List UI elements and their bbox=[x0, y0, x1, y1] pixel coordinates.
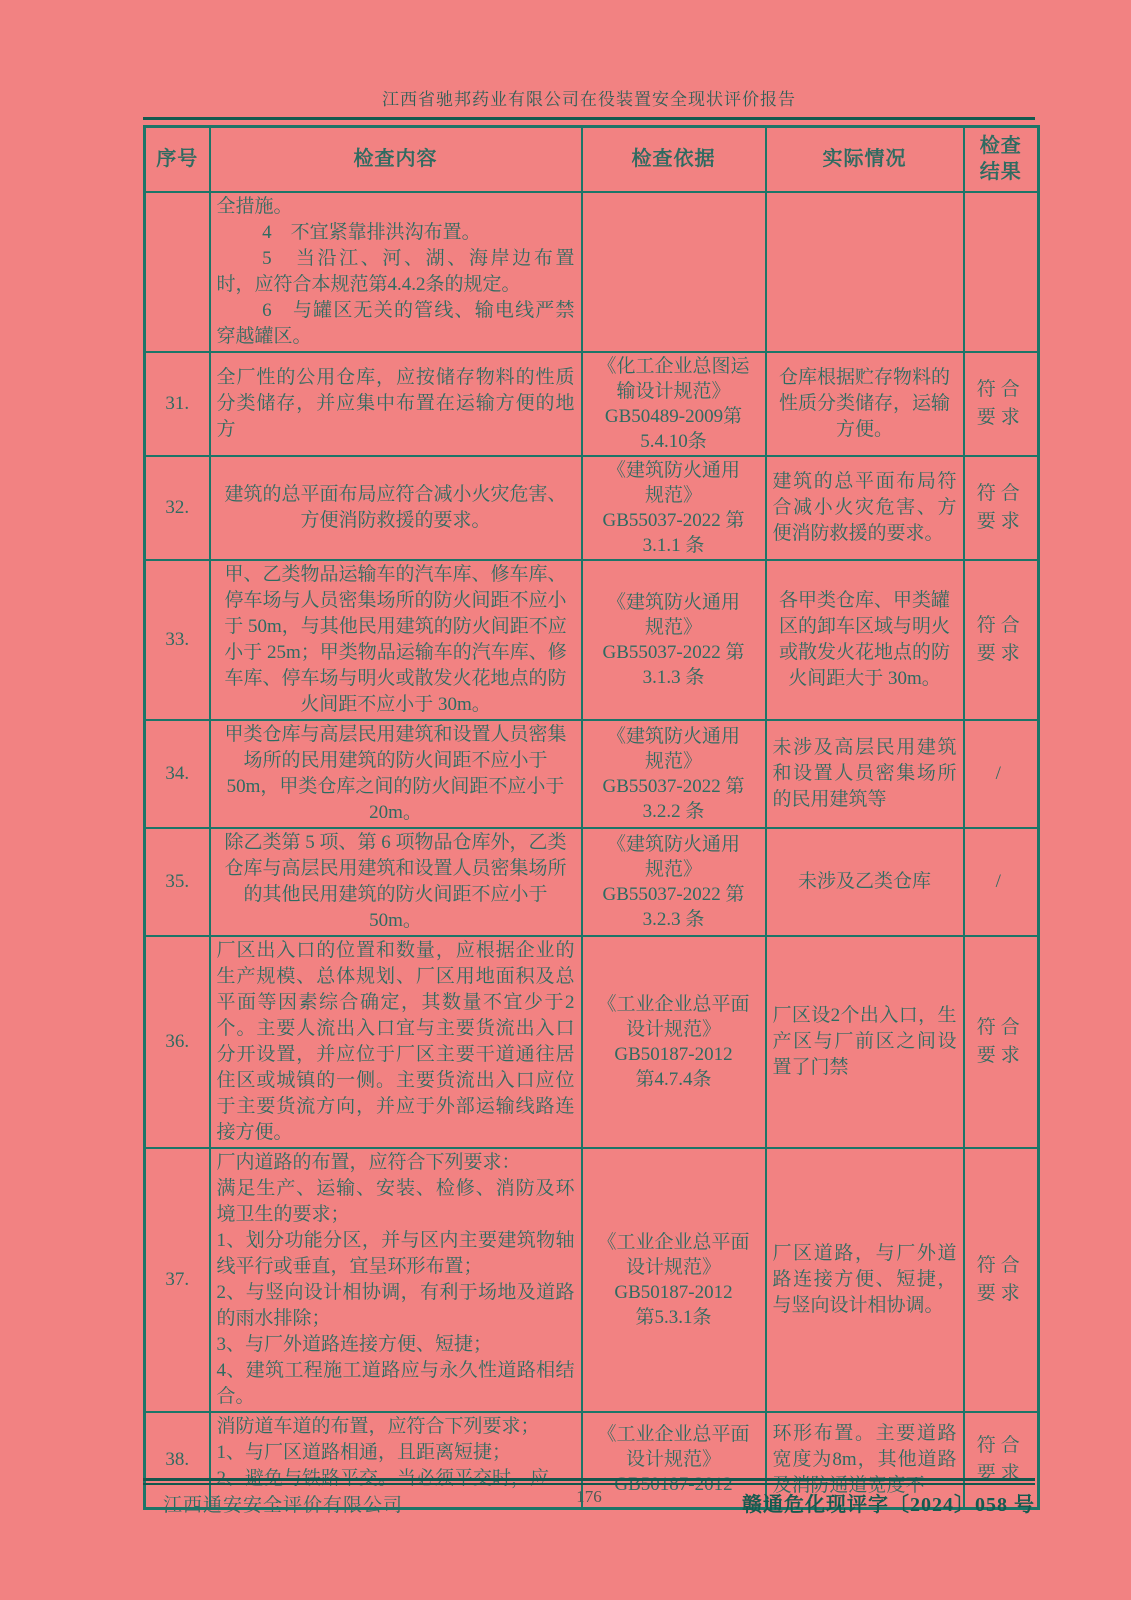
content-paragraph: 除乙类第 5 项、第 6 项物品仓库外，乙类仓库与高层民用建筑和设置人员密集场所的其他民用建筑的防火间距不应小于 50m。 bbox=[224, 831, 567, 931]
basis-line: 《建筑防火通用 bbox=[606, 459, 740, 481]
content-paragraph: 满足生产、运输、安装、检修、消防及环境卫生的要求； bbox=[216, 1177, 575, 1225]
basis-line: 设计规范》 bbox=[625, 1256, 721, 1278]
table-row-33 bbox=[145, 560, 1039, 720]
actual-cell: 环形布置。主要道路宽度为8m，其他道路及消防通道宽度不 bbox=[766, 1412, 964, 1509]
basis-cell bbox=[582, 936, 766, 1148]
actual-cell: 厂区设2个出入口，生产区与厂前区之间设置了门禁 bbox=[766, 936, 964, 1148]
actual-cell: 厂区道路，与厂外道路连接方便、短捷，与竖向设计相协调。 bbox=[766, 1148, 964, 1412]
basis-cell bbox=[582, 352, 766, 456]
basis-line: 《工业企业总平面 bbox=[597, 1424, 750, 1446]
content-paragraph: 甲类仓库与高层民用建筑和设置人员密集场所的民用建筑的防火间距不应小于 50m，甲类仓库之间的防火间距不应小于 20m。 bbox=[224, 723, 567, 823]
basis-line: GB55037-2022 第 bbox=[602, 883, 745, 905]
row-number: 38. bbox=[145, 1412, 210, 1509]
content-paragraph: 1、划分功能分区，并与区内主要建筑物轴线平行或垂直，宜呈环形布置； bbox=[216, 1229, 575, 1277]
title-rule bbox=[143, 117, 1035, 120]
content-paragraph: 厂内道路的布置，应符合下列要求： bbox=[216, 1151, 521, 1173]
content-paragraph: 厂区出入口的位置和数量，应根据企业的生产规模、总体规划、厂区用地面积及总平面等因素综合确定，其数量不宜少于2个。主要人流出入口宜与主要货流出入口分开设置，并应位于厂区主要干道通往居住区或城镇的一侧。主要货流出入口应位于主要货流方向，并应于外部运输线路连接方便。 bbox=[216, 939, 575, 1143]
content-paragraph: 5 当沿江、河、湖、海岸边布置时，应符合本规范第4.4.2条的规定。 bbox=[216, 247, 575, 295]
basis-line: 规范》 bbox=[644, 616, 702, 638]
row-number: 37. bbox=[145, 1148, 210, 1412]
content-paragraph: 6 与罐区无关的管线、输电线严禁穿越罐区。 bbox=[216, 299, 575, 347]
basis-line: 《工业企业总平面 bbox=[597, 993, 750, 1015]
row-number bbox=[145, 192, 210, 352]
basis-line: 《建筑防火通用 bbox=[606, 591, 740, 613]
content-paragraph: 1、与厂区道路相通，且距离短捷； bbox=[216, 1441, 512, 1463]
row-number: 35. bbox=[145, 828, 210, 936]
result-cell: 符合要求 bbox=[964, 1412, 1039, 1509]
basis-line: 规范》 bbox=[644, 484, 702, 506]
table-row-34 bbox=[145, 720, 1039, 828]
inspection-table bbox=[143, 125, 1040, 1510]
basis-line: 第4.7.4条 bbox=[635, 1068, 712, 1090]
actual-cell: 建筑的总平面布局符合减小火灾危害、方便消防救援的要求。 bbox=[766, 456, 964, 560]
content-cell bbox=[210, 720, 582, 828]
basis-cell bbox=[582, 828, 766, 936]
page-title: 江西省驰邦药业有限公司在役装置安全现状评价报告 bbox=[382, 90, 796, 109]
basis-line: GB55037-2022 第 bbox=[602, 775, 745, 797]
actual-cell: 仓库根据贮存物料的性质分类储存，运输方便。 bbox=[766, 352, 964, 456]
header-result: 检查结果 bbox=[964, 127, 1039, 192]
content-paragraph: 2、避免与铁路平交。当必须平交时，应 bbox=[216, 1467, 550, 1489]
content-paragraph: 消防道车道的布置，应符合下列要求； bbox=[216, 1415, 540, 1437]
row-number: 33. bbox=[145, 560, 210, 720]
table-row-31 bbox=[145, 352, 1039, 456]
result-cell: 符合要求 bbox=[964, 352, 1039, 456]
content-paragraph: 全厂性的公用仓库，应按储存物料的性质分类储存，并应集中布置在运输方便的地方 bbox=[216, 366, 575, 440]
content-paragraph: 3、与厂外道路连接方便、短捷； bbox=[216, 1333, 493, 1355]
table-row-36 bbox=[145, 936, 1039, 1148]
basis-line: 《化工企业总图运 bbox=[597, 355, 750, 377]
content-paragraph: 4 不宜紧靠排洪沟布置。 bbox=[262, 221, 481, 243]
basis-line: GB50187-2012 bbox=[614, 1474, 733, 1496]
header-content: 检查内容 bbox=[210, 127, 582, 192]
content-cell bbox=[210, 352, 582, 456]
content-cell bbox=[210, 1148, 582, 1412]
basis-cell bbox=[582, 720, 766, 828]
basis-cell bbox=[582, 1148, 766, 1412]
content-paragraph: 全措施。 bbox=[216, 195, 293, 217]
row-number: 31. bbox=[145, 352, 210, 456]
basis-line: GB50489-2009第 bbox=[604, 405, 743, 427]
result-cell: 符合要求 bbox=[964, 936, 1039, 1148]
basis-line: 3.1.1 条 bbox=[642, 534, 705, 556]
basis-line: 3.1.3 条 bbox=[642, 666, 705, 688]
actual-cell: 各甲类仓库、甲类罐区的卸车区域与明火或散发火花地点的防火间距大于 30m。 bbox=[766, 560, 964, 720]
content-cell bbox=[210, 828, 582, 936]
content-paragraph: 建筑的总平面布局应符合减小火灾危害、方便消防救援的要求。 bbox=[224, 483, 567, 531]
content-cell bbox=[210, 936, 582, 1148]
header-basis: 检查依据 bbox=[582, 127, 766, 192]
row-number: 34. bbox=[145, 720, 210, 828]
table-header-row bbox=[145, 127, 1039, 192]
basis-line: 《工业企业总平面 bbox=[597, 1231, 750, 1253]
basis-line: 5.4.10条 bbox=[640, 430, 707, 452]
actual-cell bbox=[766, 192, 964, 352]
basis-line: 规范》 bbox=[644, 858, 702, 880]
result-cell: 符合要求 bbox=[964, 560, 1039, 720]
basis-line: 3.2.3 条 bbox=[642, 908, 705, 930]
basis-line: 《建筑防火通用 bbox=[606, 833, 740, 855]
basis-line: 规范》 bbox=[644, 750, 702, 772]
basis-line: 输设计规范》 bbox=[616, 380, 731, 402]
result-cell: 符合要求 bbox=[964, 456, 1039, 560]
result-cell: 符合要求 bbox=[964, 1148, 1039, 1412]
header-actual: 实际情况 bbox=[766, 127, 964, 192]
result-cell: / bbox=[964, 828, 1039, 936]
result-cell: / bbox=[964, 720, 1039, 828]
content-cell bbox=[210, 560, 582, 720]
basis-line: 《建筑防火通用 bbox=[606, 725, 740, 747]
basis-line: 3.2.2 条 bbox=[642, 800, 705, 822]
basis-line: GB50187-2012 bbox=[614, 1043, 733, 1065]
basis-line: 设计规范》 bbox=[625, 1018, 721, 1040]
content-cell bbox=[210, 192, 582, 352]
result-cell bbox=[964, 192, 1039, 352]
row-number: 32. bbox=[145, 456, 210, 560]
basis-line: GB55037-2022 第 bbox=[602, 509, 745, 531]
basis-cell bbox=[582, 456, 766, 560]
table-row-35 bbox=[145, 828, 1039, 936]
table-row-continuation bbox=[145, 192, 1039, 352]
footer-page-number: 176 bbox=[576, 1487, 602, 1506]
content-paragraph: 甲、乙类物品运输车的汽车库、修车库、停车场与人员密集场所的防火间距不应小于 50m，与其他民用建筑的防火间距不应小于 25m；甲类物品运输车的汽车库、修车库、停车场与明火或散发火花地点的防火间距不应小于 30m。 bbox=[224, 563, 567, 715]
table-row-37 bbox=[145, 1148, 1039, 1412]
footer-rule bbox=[143, 1478, 1035, 1485]
basis-line: 第5.3.1条 bbox=[635, 1306, 712, 1328]
header-seq: 序号 bbox=[145, 127, 210, 192]
content-paragraph: 2、与竖向设计相协调，有利于场地及道路的雨水排除； bbox=[216, 1281, 575, 1329]
actual-cell: 未涉及高层民用建筑和设置人员密集场所的民用建筑等 bbox=[766, 720, 964, 828]
basis-cell bbox=[582, 560, 766, 720]
basis-cell bbox=[582, 192, 766, 352]
basis-line: 设计规范》 bbox=[625, 1449, 721, 1471]
basis-line: GB50187-2012 bbox=[614, 1281, 733, 1303]
basis-line: GB55037-2022 第 bbox=[602, 641, 745, 663]
row-number: 36. bbox=[145, 936, 210, 1148]
content-cell bbox=[210, 456, 582, 560]
actual-cell: 未涉及乙类仓库 bbox=[766, 828, 964, 936]
content-paragraph: 4、建筑工程施工道路应与永久性道路相结合。 bbox=[216, 1359, 575, 1407]
footer-company: 江西通安安全评价有限公司 bbox=[163, 1495, 404, 1516]
table-row-32 bbox=[145, 456, 1039, 560]
footer-doc-number: 赣通危化现评字〔2024〕058 号 bbox=[742, 1494, 1035, 1516]
